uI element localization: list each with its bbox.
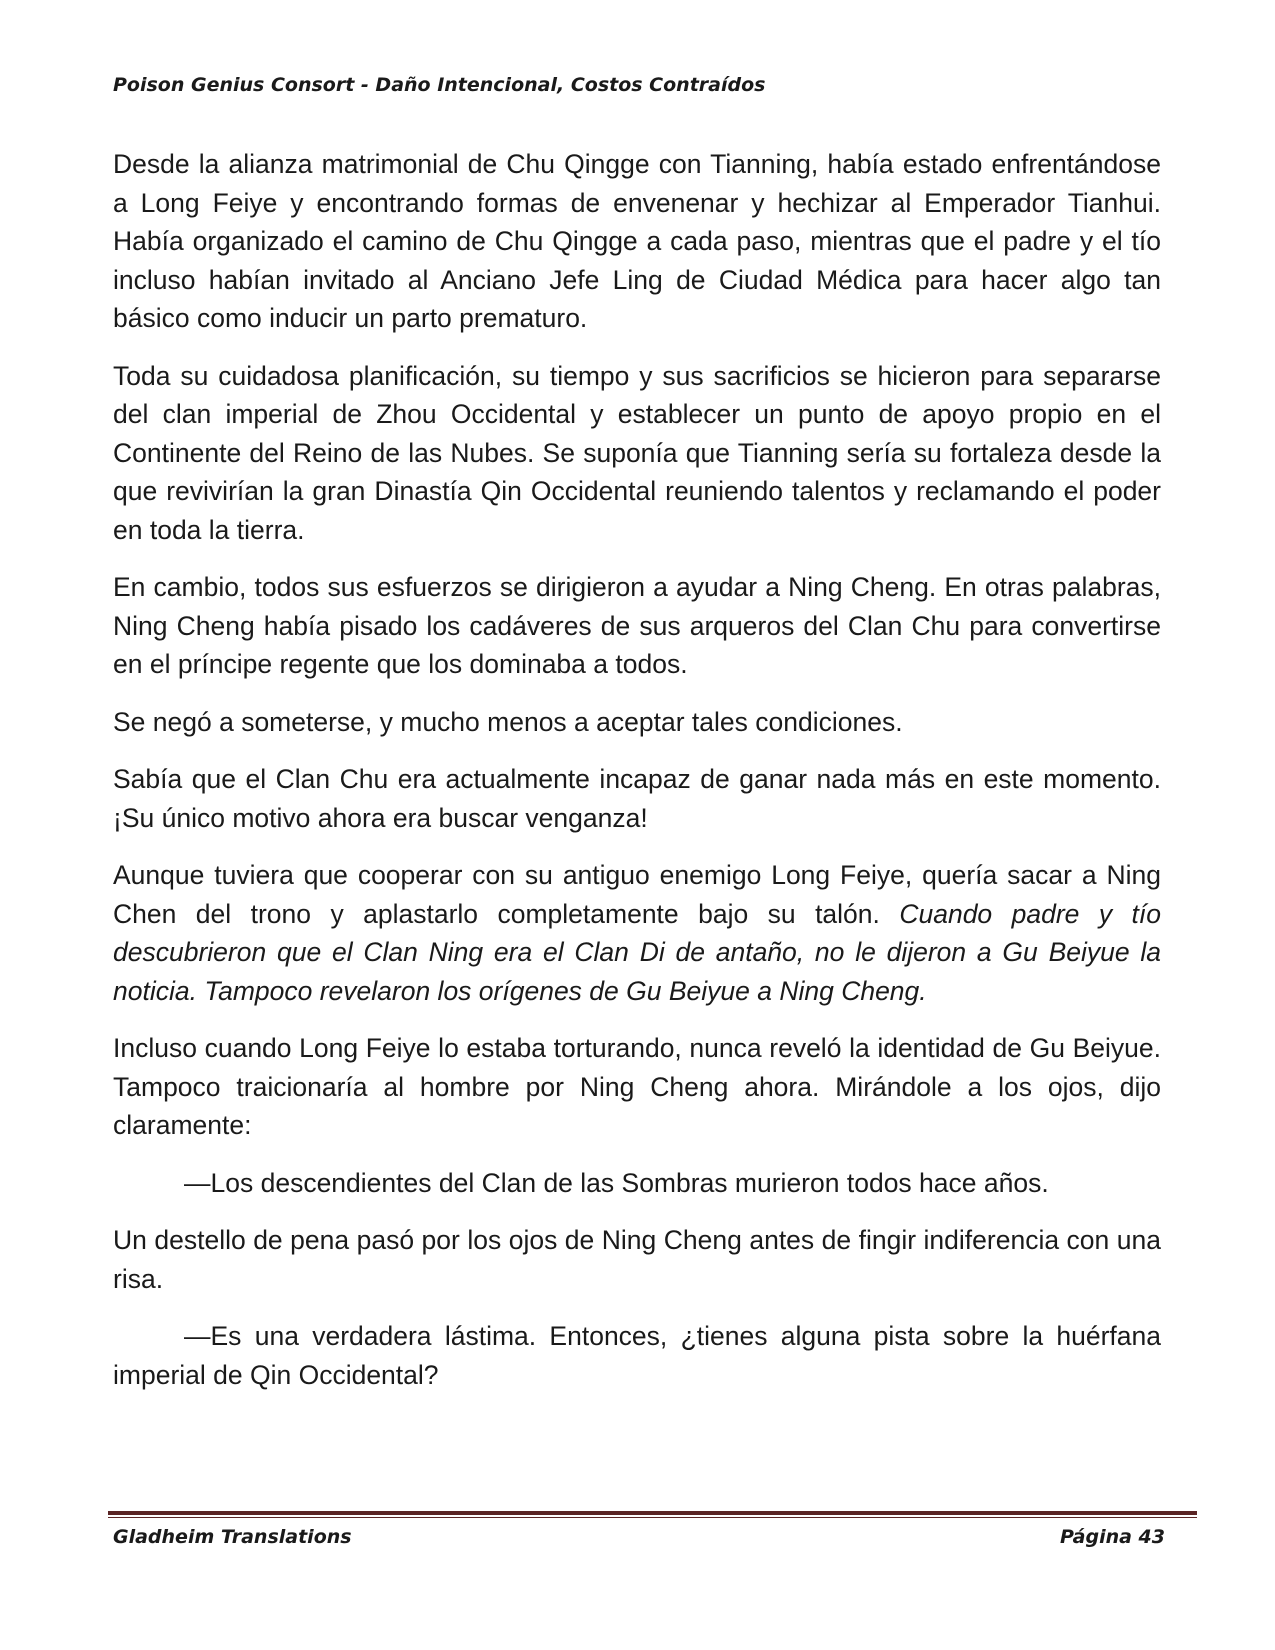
paragraph-1: Desde la alianza matrimonial de Chu Qingge con Tianning, había estado enfrentándose a Long Feiye y encontrando formas de envenenar y hechizar al Emperador Tianhui. Había organizado el camino de Chu Qingge a cada paso, mientras que el padre y el tío incluso habían invitado al Anciano Jefe Ling de Ciudad Médica para hacer algo tan básico como inducir un parto prematuro.	[113, 149, 1161, 333]
paragraph-8: Un destello de pena pasó por los ojos de Ning Cheng antes de fingir indiferencia con una risa.	[113, 1225, 1161, 1294]
paragraph-3: En cambio, todos sus esfuerzos se dirigieron a ayudar a Ning Cheng. En otras palabras, Ning Cheng había pisado los cadáveres de sus arqueros del Clan Chu para convertirse en el príncipe regente que los dominaba a todos.	[113, 572, 1161, 679]
paragraph-4: Se negó a someterse, y mucho menos a aceptar tales condiciones.	[113, 706, 903, 737]
page-header: Poison Genius Consort - Daño Intencional, Costos Contraídos	[113, 74, 766, 96]
footer-divider	[108, 1511, 1197, 1519]
page-number: Página 43	[1059, 1526, 1165, 1548]
paragraph-6-italic-text: Cuando padre y tío descubrieron que el Clan Ning era el Clan Di de antaño, no le dijeron a Gu Beiyue la noticia. Tampoco revelaron los orígenes de Gu Beiyue a Ning Cheng.	[113, 898, 1161, 1006]
footer-divider-thin	[108, 1517, 1197, 1518]
paragraph-7: Incluso cuando Long Feiye lo estaba torturando, nunca reveló la identidad de Gu Beiyue. Tampoco traicionaría al hombre por Ning Cheng ahora. Mirándole a los ojos, dijo claramente:	[113, 1033, 1161, 1140]
paragraph-5: Sabía que el Clan Chu era actualmente incapaz de ganar nada más en este momento. ¡Su único motivo ahora era buscar venganza!	[113, 764, 1161, 833]
paragraph-6	[113, 856, 1161, 1010]
paragraph-6-text: Aunque tuviera que cooperar con su antiguo enemigo Long Feiye, quería sacar a Ning Chen del trono y aplastarlo completamente bajo su talón.	[113, 860, 1161, 929]
dialogue-line-2: —Es una verdadera lástima. Entonces, ¿tienes alguna pista sobre la huérfana imperial de Qin Occidental?	[113, 1321, 1161, 1390]
paragraph-2: Toda su cuidadosa planificación, su tiempo y sus sacrificios se hicieron para separarse del clan imperial de Zhou Occidental y establecer un punto de apoyo propio en el Continente del Reino de las Nubes. Se suponía que Tianning sería su fortaleza desde la que revivirían la gran Dinastía Qin Occidental reuniendo talentos y reclamando el poder en toda la tierra.	[113, 360, 1161, 545]
dialogue-line-1: —Los descendientes del Clan de las Sombras murieron todos hace años.	[184, 1167, 1049, 1198]
footer-divider-thick	[108, 1511, 1197, 1515]
footer-credit: Gladheim Translations	[113, 1526, 352, 1548]
document-body	[113, 145, 1161, 1413]
